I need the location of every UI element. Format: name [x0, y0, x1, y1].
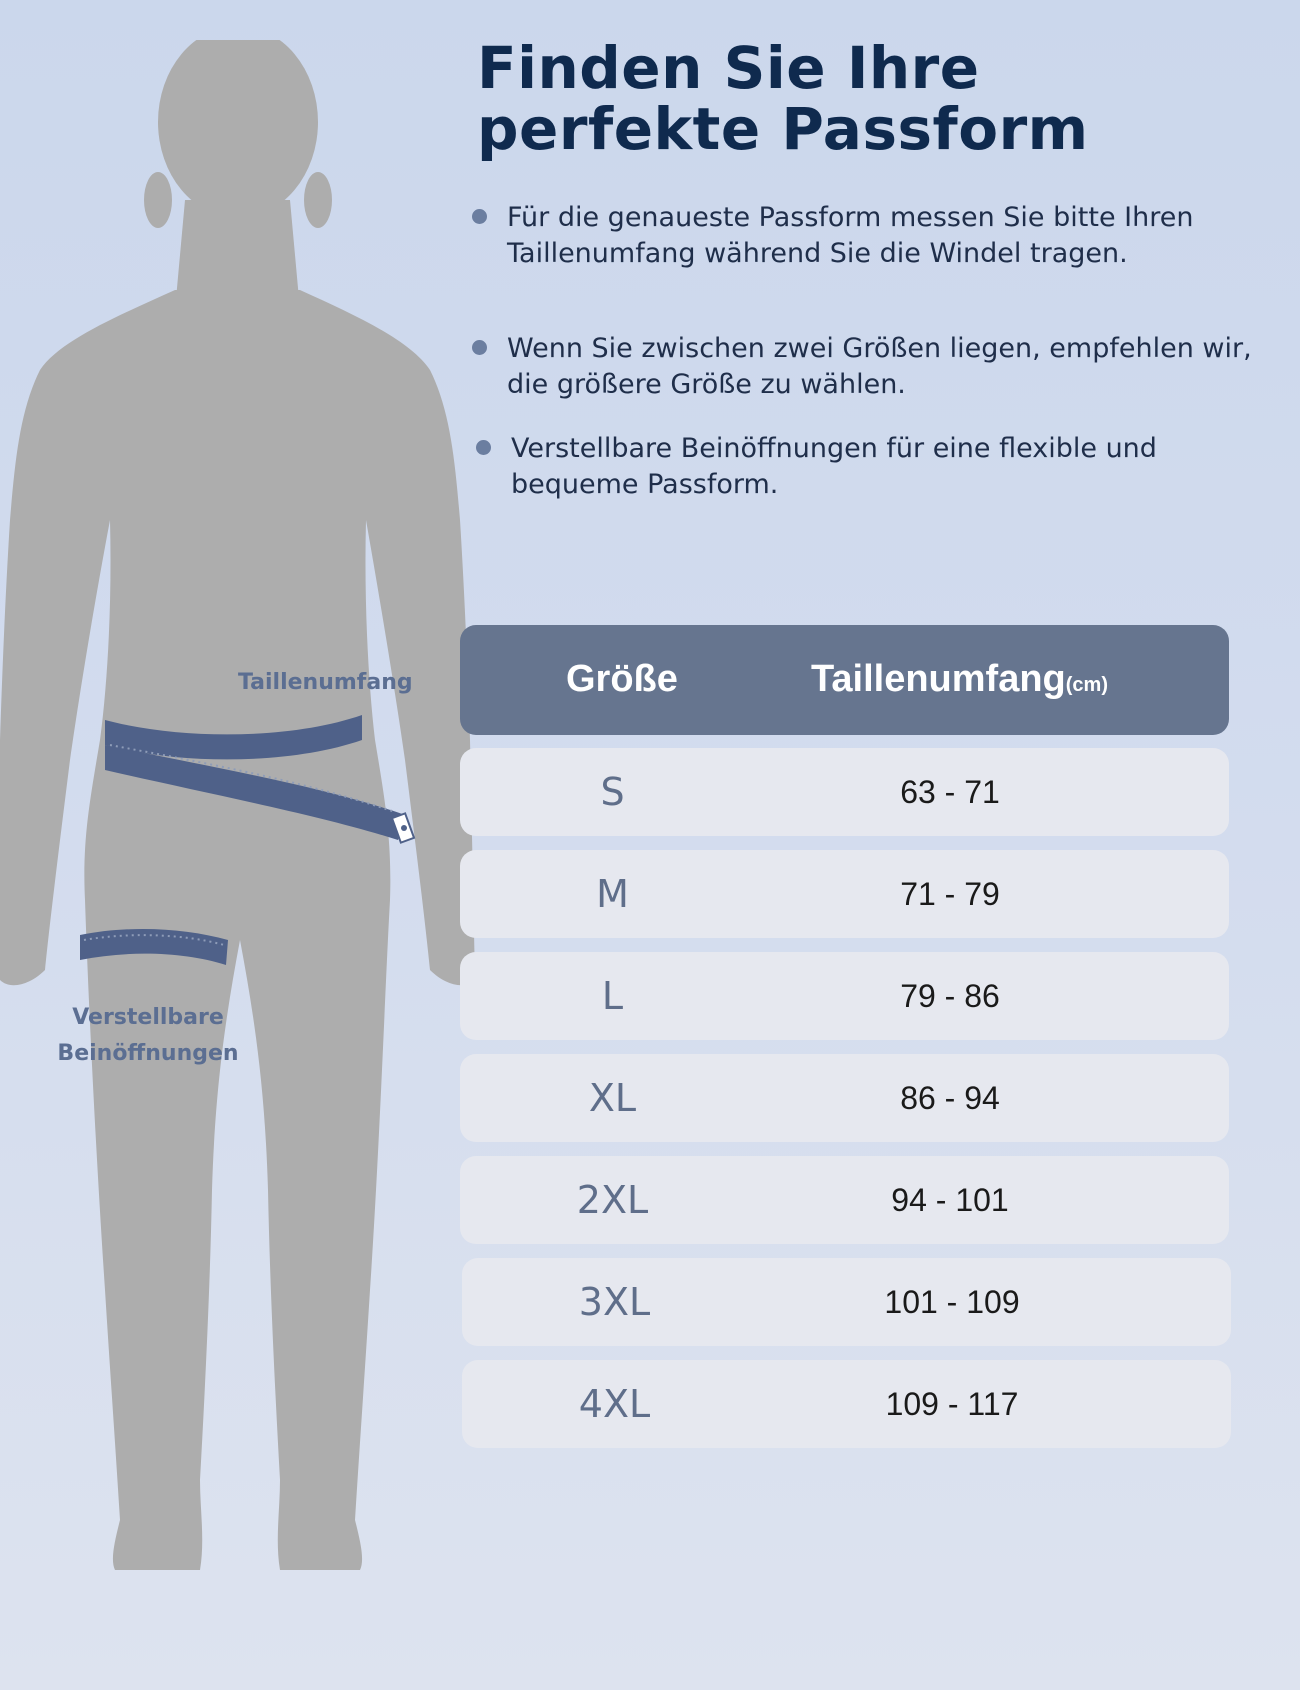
page-title	[477, 34, 1257, 163]
bullet-dot-icon	[472, 209, 487, 224]
size-cell: S	[600, 770, 625, 814]
waist-range-cell: 79 - 86	[900, 978, 1000, 1014]
bullet-item: Für die genaueste Passform messen Sie bitte Ihren Taillenumfang während Sie die Windel tragen.	[470, 200, 1260, 272]
waist-range-cell: 101 - 109	[884, 1284, 1020, 1320]
waist-range-cell: 63 - 71	[900, 774, 1000, 810]
table-row	[462, 1360, 1231, 1448]
size-cell: L	[601, 974, 624, 1018]
title-line-2: perfekte Passform	[477, 95, 1089, 163]
waist-range-cell: 86 - 94	[900, 1080, 1000, 1116]
size-table-header	[460, 625, 1229, 735]
bullet-item: Wenn Sie zwischen zwei Größen liegen, empfehlen wir, die größere Größe zu wählen.	[470, 331, 1260, 403]
table-row	[460, 1054, 1229, 1142]
header-unit: (cm)	[1065, 674, 1108, 696]
table-row	[460, 850, 1229, 938]
size-cell: 3XL	[578, 1280, 651, 1324]
size-cell: XL	[588, 1076, 637, 1120]
waist-range-cell: 109 - 117	[885, 1386, 1019, 1422]
table-row	[460, 748, 1229, 836]
size-cell: 2XL	[576, 1178, 649, 1222]
table-row	[460, 952, 1229, 1040]
table-row	[460, 1156, 1229, 1244]
header-waist: Taillenumfang(cm)	[811, 658, 1108, 700]
size-cell: 4XL	[578, 1382, 651, 1426]
size-cell: M	[596, 872, 629, 916]
waist-label: Taillenumfang	[238, 670, 413, 695]
waist-range-cell: 71 - 79	[900, 876, 1000, 912]
leg-opening-label: Verstellbare Beinöffnungen	[57, 1005, 239, 1066]
header-size: Größe	[566, 658, 678, 700]
table-row	[462, 1258, 1231, 1346]
bullet-item: Verstellbare Beinöffnungen für eine flexible und bequeme Passform.	[474, 431, 1264, 503]
title-line-1: Finden Sie Ihre	[477, 34, 980, 102]
body-silhouette	[0, 40, 520, 1640]
bullet-dot-icon	[476, 440, 491, 455]
waist-range-cell: 94 - 101	[891, 1182, 1009, 1218]
bullet-dot-icon	[472, 340, 487, 355]
